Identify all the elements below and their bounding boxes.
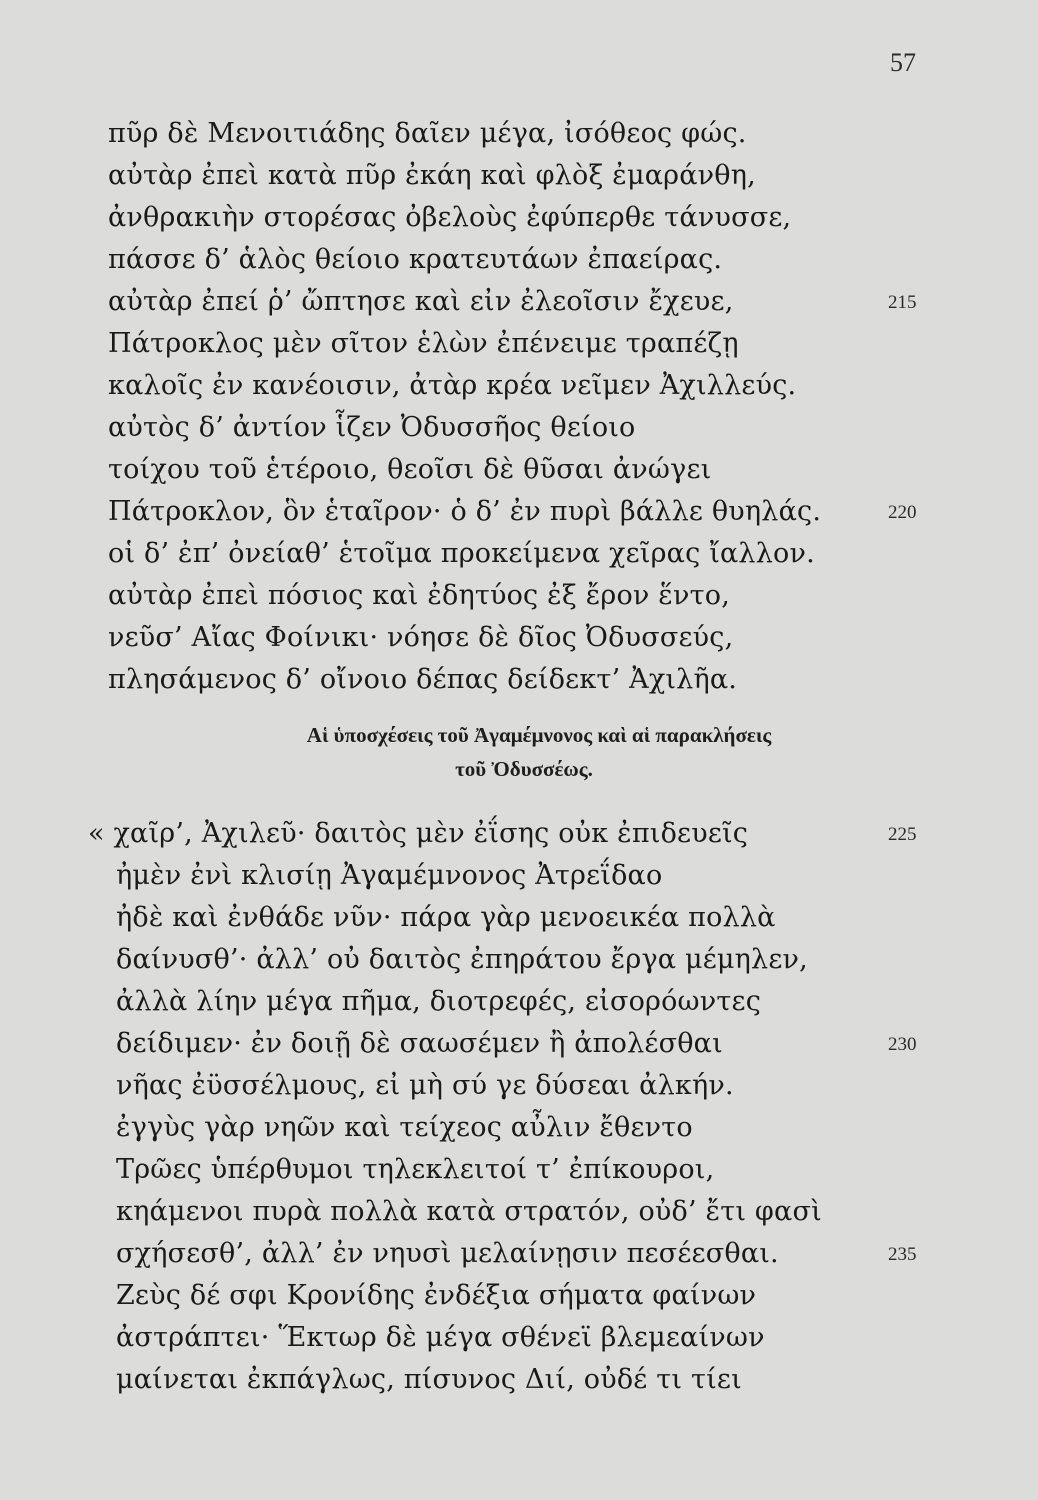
- verse-line: [0, 118, 1038, 160]
- verse-line: [0, 818, 1038, 860]
- verse-text: Πάτροκλον, ὃν ἑταῖρον· ὁ δ’ ἐν πυρὶ βάλλε θυηλάς.: [108, 496, 822, 527]
- verse-line: [0, 286, 1038, 328]
- line-number: 235: [888, 1244, 917, 1265]
- verse-block-1: [0, 118, 1038, 706]
- section-heading-line: Αἱ ὑποσχέσεις τοῦ Ἀγαμέμνονος καὶ αἱ παρακλήσεις: [306, 723, 772, 747]
- verse-text: οἱ δ’ ἐπ’ ὀνείαθ’ ἑτοῖμα προκείμενα χεῖρας ἴαλλον.: [108, 538, 815, 569]
- verse-line: [0, 986, 1038, 1028]
- verse-line: [0, 1280, 1038, 1322]
- verse-line: [0, 160, 1038, 202]
- verse-line: [0, 454, 1038, 496]
- verse-line: [0, 1364, 1038, 1406]
- verse-text: νεῦσ’ Αἴας Φοίνικι· νόησε δὲ δῖος Ὀδυσσεύς,: [108, 622, 734, 653]
- line-number: 215: [888, 292, 917, 313]
- verse-text: « χαῖρ’, Ἀχιλεῦ· δαιτὸς μὲν ἐΐσης οὐκ ἐπιδευεῖς: [88, 818, 749, 849]
- verse-line: [0, 370, 1038, 412]
- verse-text: ἀλλὰ λίην μέγα πῆμα, διοτρεφές, εἰσορόωντες: [116, 986, 762, 1017]
- verse-line: [0, 664, 1038, 706]
- verse-text: τοίχου τοῦ ἑτέροιο, θεοῖσι δὲ θῦσαι ἀνώγει: [108, 454, 712, 485]
- section-heading-line: τοῦ Ὀδυσσέως.: [455, 757, 593, 781]
- verse-text: πάσσε δ’ ἁλὸς θείοιο κρατευτάων ἐπαείρας.: [108, 244, 723, 275]
- verse-line: [0, 1196, 1038, 1238]
- verse-line: [0, 1154, 1038, 1196]
- verse-text: μαίνεται ἐκπάγλως, πίσυνος Διί, οὐδέ τι τίει: [116, 1364, 742, 1395]
- verse-text: δείδιμεν· ἐν δοιῇ δὲ σαωσέμεν ἢ ἀπολέσθαι: [116, 1028, 723, 1059]
- verse-line: [0, 412, 1038, 454]
- verse-line: [0, 538, 1038, 580]
- verse-text: σχήσεσθ’, ἀλλ’ ἐν νηυσὶ μελαίνῃσιν πεσέεσθαι.: [116, 1238, 779, 1269]
- verse-text: ἠμὲν ἐνὶ κλισίῃ Ἀγαμέμνονος Ἀτρεΐδαο: [116, 860, 663, 891]
- verse-text: δαίνυσθ’· ἀλλ’ οὐ δαιτὸς ἐπηράτου ἔργα μέμηλεν,: [116, 944, 808, 975]
- verse-line: [0, 860, 1038, 902]
- verse-text: ἠδὲ καὶ ἐνθάδε νῦν· πάρα γὰρ μενοεικέα πολλὰ: [116, 902, 776, 933]
- verse-line: [0, 622, 1038, 664]
- verse-text: αὐτὸς δ’ ἀντίον ἷζεν Ὀδυσσῆος θείοιο: [108, 412, 636, 443]
- section-heading: [0, 718, 1038, 786]
- verse-text: Ζεὺς δέ σφι Κρονίδης ἐνδέξια σήματα φαίνων: [116, 1280, 757, 1311]
- verse-line: [0, 1028, 1038, 1070]
- verse-text: ἀστράπτει· Ἕκτωρ δὲ μέγα σθένεϊ βλεμεαίνων: [116, 1322, 765, 1353]
- verse-text: πῦρ δὲ Μενοιτιάδης δαῖεν μέγα, ἰσόθεος φώς.: [108, 118, 747, 149]
- verse-line: [0, 1070, 1038, 1112]
- verse-line: [0, 944, 1038, 986]
- line-number: 220: [888, 502, 917, 523]
- verse-line: [0, 1238, 1038, 1280]
- verse-line: [0, 580, 1038, 622]
- verse-text: Τρῶες ὑπέρθυμοι τηλεκλειτοί τ’ ἐπίκουροι,: [116, 1154, 715, 1185]
- verse-text: αὐτὰρ ἐπεὶ κατὰ πῦρ ἐκάη καὶ φλὸξ ἐμαράνθη,: [108, 160, 756, 191]
- verse-text: ἐγγὺς γὰρ νηῶν καὶ τείχεος αὖλιν ἔθεντο: [116, 1112, 693, 1143]
- line-number: 225: [888, 824, 917, 845]
- verse-text: αὐτὰρ ἐπεὶ πόσιος καὶ ἐδητύος ἐξ ἔρον ἕντο,: [108, 580, 730, 611]
- verse-text: Πάτροκλος μὲν σῖτον ἑλὼν ἐπένειμε τραπέζῃ: [108, 328, 739, 359]
- verse-text: καλοῖς ἐν κανέοισιν, ἀτὰρ κρέα νεῖμεν Ἀχιλλεύς.: [108, 370, 797, 401]
- verse-text: πλησάμενος δ’ οἴνοιο δέπας δείδεκτ’ Ἀχιλῆα.: [108, 664, 738, 695]
- page-number: 57: [890, 48, 916, 77]
- verse-line: [0, 1112, 1038, 1154]
- verse-text: ἀνθρακιὴν στορέσας ὀβελοὺς ἐφύπερθε τάνυσσε,: [108, 202, 792, 233]
- verse-line: [0, 496, 1038, 538]
- verse-line: [0, 202, 1038, 244]
- verse-line: [0, 244, 1038, 286]
- verse-line: [0, 902, 1038, 944]
- line-number: 230: [888, 1034, 917, 1055]
- verse-line: [0, 328, 1038, 370]
- verse-block-2: [0, 818, 1038, 1406]
- verse-line: [0, 1322, 1038, 1364]
- verse-text: νῆας ἐϋσσέλμους, εἰ μὴ σύ γε δύσεαι ἀλκήν.: [116, 1070, 734, 1101]
- verse-text: αὐτὰρ ἐπεί ῥ’ ὤπτησε καὶ εἰν ἐλεοῖσιν ἔχευε,: [108, 286, 734, 317]
- verse-text: κηάμενοι πυρὰ πολλὰ κατὰ στρατόν, οὐδ’ ἔτι φασὶ: [116, 1196, 822, 1227]
